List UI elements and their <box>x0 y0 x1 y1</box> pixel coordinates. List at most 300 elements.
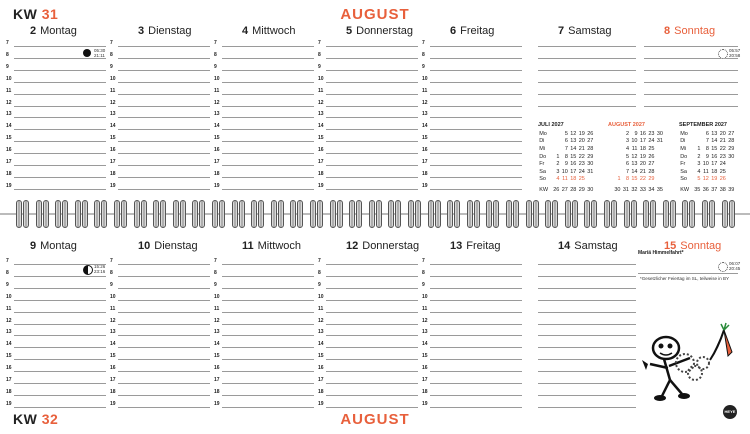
hour-label: 16 <box>214 147 220 154</box>
writing-line[interactable] <box>538 335 636 336</box>
writing-line[interactable] <box>326 264 418 265</box>
writing-line[interactable] <box>118 189 210 190</box>
day-header <box>558 25 612 37</box>
writing-line[interactable] <box>644 94 738 95</box>
writing-line[interactable] <box>538 58 636 59</box>
writing-line[interactable] <box>14 371 106 372</box>
writing-line[interactable] <box>14 383 106 384</box>
day-number: 2 <box>30 25 37 37</box>
writing-line[interactable] <box>538 70 636 71</box>
writing-line[interactable] <box>222 371 314 372</box>
writing-line[interactable] <box>326 82 418 83</box>
calendar-day <box>693 130 702 138</box>
mini-calendar <box>608 122 664 194</box>
writing-line[interactable] <box>118 177 210 178</box>
writing-line[interactable] <box>118 141 210 142</box>
day-header <box>138 240 198 252</box>
writing-line[interactable] <box>14 129 106 130</box>
writing-line[interactable] <box>326 70 418 71</box>
writing-line[interactable] <box>222 312 314 313</box>
writing-line[interactable] <box>538 324 636 325</box>
hour-label: 17 <box>318 377 324 383</box>
writing-line[interactable] <box>222 177 314 178</box>
spiral-ring <box>239 200 245 228</box>
writing-line[interactable] <box>118 46 210 47</box>
kw-number: 39 <box>728 186 735 193</box>
hour-label: 12 <box>6 99 12 106</box>
hour-label: 19 <box>318 182 324 189</box>
hour-label: 16 <box>318 147 324 154</box>
calendar-day: 4 <box>625 145 629 152</box>
spiral-ring <box>330 200 336 228</box>
sun-icon <box>718 262 728 272</box>
spiral-ring <box>624 200 630 228</box>
writing-line[interactable] <box>430 177 522 178</box>
calendar-day: 16 <box>570 161 577 168</box>
writing-line[interactable] <box>538 359 636 360</box>
spiral-ring <box>173 200 179 228</box>
writing-line[interactable] <box>118 117 210 118</box>
writing-line[interactable] <box>14 324 106 325</box>
spiral-ring <box>55 200 61 228</box>
writing-line[interactable] <box>14 177 106 178</box>
spiral-ring <box>395 200 401 228</box>
cartoon-character-illustration <box>640 300 750 405</box>
weekday-label: Sa <box>680 168 687 175</box>
day-number: 8 <box>664 25 671 37</box>
kw-number: 30 <box>587 186 594 193</box>
footnote-line <box>638 273 738 274</box>
hour-label: 16 <box>6 147 12 154</box>
writing-line[interactable] <box>326 58 418 59</box>
hour-label: 17 <box>422 377 428 383</box>
writing-line[interactable] <box>430 70 522 71</box>
writing-line[interactable] <box>118 165 210 166</box>
hour-label: 13 <box>110 329 116 336</box>
calendar-day: 15 <box>570 153 577 160</box>
writing-line[interactable] <box>326 177 418 178</box>
writing-line[interactable] <box>538 395 636 396</box>
writing-line[interactable] <box>222 407 314 408</box>
writing-line[interactable] <box>222 141 314 142</box>
spiral-ring <box>467 200 473 228</box>
hour-label: 11 <box>422 305 428 312</box>
writing-line[interactable] <box>326 407 418 408</box>
calendar-day: 11 <box>631 145 638 152</box>
writing-line[interactable] <box>538 276 636 277</box>
calendar-day: 30 <box>728 153 735 160</box>
writing-line[interactable] <box>222 395 314 396</box>
calendar-day: 3 <box>556 168 560 175</box>
writing-line[interactable] <box>222 106 314 107</box>
calendar-day: 27 <box>648 161 655 168</box>
hour-label: 10 <box>110 293 116 300</box>
writing-line[interactable] <box>14 335 106 336</box>
calendar-day: 27 <box>728 130 735 137</box>
writing-line[interactable] <box>118 94 210 95</box>
writing-line[interactable] <box>118 58 210 59</box>
hour-label: 15 <box>318 135 324 142</box>
spiral-ring <box>631 200 637 228</box>
writing-line[interactable] <box>326 153 418 154</box>
writing-line[interactable] <box>14 264 106 265</box>
writing-line[interactable] <box>326 324 418 325</box>
calendar-day <box>552 130 561 138</box>
spiral-ring <box>101 200 107 228</box>
calendar-day: 19 <box>711 176 718 183</box>
weekday-label: Di <box>680 138 686 145</box>
spiral-ring <box>435 200 441 228</box>
writing-line[interactable] <box>222 189 314 190</box>
calendar-day: 20 <box>578 138 585 145</box>
calendar-day: 25 <box>648 145 655 152</box>
hour-label: 14 <box>318 341 324 348</box>
calendar-day <box>613 168 622 176</box>
week-number-bottom: KW 32 <box>13 411 59 427</box>
writing-line[interactable] <box>222 70 314 71</box>
writing-line[interactable] <box>118 312 210 313</box>
hour-label: 11 <box>110 87 116 94</box>
spiral-ring <box>219 200 225 228</box>
hour-label: 12 <box>422 317 428 324</box>
writing-line[interactable] <box>14 189 106 190</box>
writing-line[interactable] <box>538 300 636 301</box>
spiral-ring <box>258 200 264 228</box>
calendar-day: 13 <box>631 161 638 168</box>
weekday-label: Do <box>680 153 688 160</box>
writing-line[interactable] <box>326 395 418 396</box>
hour-label: 9 <box>422 281 425 288</box>
calendar-day: 28 <box>648 168 655 175</box>
hour-label: 10 <box>422 75 428 82</box>
writing-line[interactable] <box>430 324 522 325</box>
hour-label: 13 <box>422 111 428 118</box>
day-number: 12 <box>346 240 359 252</box>
writing-line[interactable] <box>118 371 210 372</box>
spiral-ring <box>506 200 512 228</box>
day-number: 6 <box>450 25 457 37</box>
day-header <box>242 240 301 252</box>
hour-label: 14 <box>422 341 428 348</box>
writing-line[interactable] <box>326 335 418 336</box>
hour-label: 18 <box>214 388 220 395</box>
writing-line[interactable] <box>118 276 210 277</box>
spiral-ring <box>415 200 421 228</box>
writing-line[interactable] <box>222 383 314 384</box>
writing-line[interactable] <box>430 189 522 190</box>
writing-line[interactable] <box>430 165 522 166</box>
calendar-day: 2 <box>697 153 701 160</box>
writing-line[interactable] <box>430 335 522 336</box>
writing-line[interactable] <box>14 165 106 166</box>
writing-line[interactable] <box>118 335 210 336</box>
day-header <box>346 25 413 37</box>
writing-line[interactable] <box>222 288 314 289</box>
kw-label: KW <box>680 186 690 193</box>
writing-line[interactable] <box>222 359 314 360</box>
writing-line[interactable] <box>14 312 106 313</box>
hour-label: 8 <box>110 51 113 58</box>
writing-line[interactable] <box>222 58 314 59</box>
writing-line[interactable] <box>14 141 106 142</box>
hour-label: 8 <box>214 51 217 58</box>
writing-line[interactable] <box>14 106 106 107</box>
writing-line[interactable] <box>222 153 314 154</box>
hour-label: 11 <box>318 305 324 312</box>
mini-calendar <box>538 122 595 194</box>
day-name: Montag <box>40 240 77 252</box>
writing-line[interactable] <box>14 94 106 95</box>
sunset-time: 20:58 <box>729 53 741 58</box>
writing-line[interactable] <box>14 395 106 396</box>
writing-line[interactable] <box>430 106 522 107</box>
kw-number: 33 <box>639 186 646 193</box>
writing-line[interactable] <box>222 276 314 277</box>
calendar-day: 29 <box>648 176 655 183</box>
hour-label: 8 <box>110 269 113 276</box>
writing-line[interactable] <box>538 347 636 348</box>
writing-line[interactable] <box>14 117 106 118</box>
spiral-ring <box>663 200 669 228</box>
calendar-day <box>586 176 595 184</box>
calendar-day: 21 <box>639 168 646 175</box>
writing-line[interactable] <box>644 46 738 47</box>
hour-label: 18 <box>110 388 116 395</box>
mini-calendar <box>679 122 736 194</box>
spiral-ring <box>552 200 558 228</box>
hour-label: 18 <box>318 170 324 177</box>
writing-line[interactable] <box>118 82 210 83</box>
writing-line[interactable] <box>222 46 314 47</box>
writing-line[interactable] <box>430 276 522 277</box>
writing-line[interactable] <box>644 82 738 83</box>
calendar-day: 24 <box>719 161 726 168</box>
writing-line[interactable] <box>326 94 418 95</box>
calendar-day <box>552 145 561 153</box>
writing-line[interactable] <box>538 94 636 95</box>
writing-line[interactable] <box>14 82 106 83</box>
writing-line[interactable] <box>326 312 418 313</box>
writing-line[interactable] <box>538 371 636 372</box>
writing-line[interactable] <box>538 407 636 408</box>
spiral-ring <box>533 200 539 228</box>
day-number: 11 <box>242 240 254 252</box>
writing-line[interactable] <box>222 129 314 130</box>
day-name: Dienstag <box>148 25 192 37</box>
writing-line[interactable] <box>430 264 522 265</box>
writing-line[interactable] <box>430 371 522 372</box>
calendar-day: 5 <box>564 130 568 137</box>
writing-line[interactable] <box>644 70 738 71</box>
writing-line[interactable] <box>430 58 522 59</box>
spiral-ring <box>36 200 42 228</box>
writing-line[interactable] <box>430 383 522 384</box>
spiral-ring <box>584 200 590 228</box>
writing-line[interactable] <box>326 46 418 47</box>
sunrise-time: 05:30 <box>94 48 106 53</box>
hour-label: 12 <box>422 99 428 106</box>
writing-line[interactable] <box>118 288 210 289</box>
writing-line[interactable] <box>430 359 522 360</box>
writing-line[interactable] <box>430 129 522 130</box>
writing-line[interactable] <box>326 288 418 289</box>
calendar-day: 11 <box>562 176 568 183</box>
calendar-day: 17 <box>639 138 646 145</box>
writing-line[interactable] <box>118 383 210 384</box>
hour-label: 16 <box>6 365 12 372</box>
writing-line[interactable] <box>14 300 106 301</box>
day-name: Sonntag <box>680 240 722 252</box>
day-header <box>242 25 296 37</box>
hour-label: 8 <box>422 269 425 276</box>
writing-line[interactable] <box>118 70 210 71</box>
writing-line[interactable] <box>326 276 418 277</box>
hour-label: 10 <box>318 293 324 300</box>
writing-line[interactable] <box>326 165 418 166</box>
calendar-day: 1 <box>556 153 560 160</box>
writing-line[interactable] <box>222 324 314 325</box>
writing-line[interactable] <box>326 371 418 372</box>
calendar-day: 22 <box>639 176 646 183</box>
writing-line[interactable] <box>118 264 210 265</box>
writing-line[interactable] <box>538 264 636 265</box>
writing-line[interactable] <box>326 347 418 348</box>
hour-label: 15 <box>422 135 428 142</box>
writing-line[interactable] <box>430 395 522 396</box>
writing-line[interactable] <box>222 300 314 301</box>
hour-label: 10 <box>318 75 324 82</box>
writing-line[interactable] <box>538 288 636 289</box>
writing-line[interactable] <box>538 312 636 313</box>
writing-line[interactable] <box>326 359 418 360</box>
spiral-ring <box>134 200 140 228</box>
writing-line[interactable] <box>222 94 314 95</box>
hour-label: 8 <box>318 51 321 58</box>
writing-line[interactable] <box>326 300 418 301</box>
hour-label: 14 <box>214 123 220 130</box>
writing-line[interactable] <box>118 106 210 107</box>
hour-label: 19 <box>110 182 116 189</box>
writing-line[interactable] <box>538 82 636 83</box>
writing-line[interactable] <box>430 153 522 154</box>
writing-line[interactable] <box>118 395 210 396</box>
calendar-day <box>656 176 665 184</box>
writing-line[interactable] <box>222 335 314 336</box>
writing-line[interactable] <box>538 106 636 107</box>
writing-line[interactable] <box>326 189 418 190</box>
writing-line[interactable] <box>118 347 210 348</box>
writing-line[interactable] <box>14 58 106 59</box>
day-number: 10 <box>138 240 151 252</box>
writing-line[interactable] <box>222 82 314 83</box>
calendar-day: 26 <box>587 130 594 137</box>
writing-line[interactable] <box>14 153 106 154</box>
writing-line[interactable] <box>118 407 210 408</box>
writing-line[interactable] <box>14 288 106 289</box>
calendar-day: 6 <box>564 138 568 145</box>
writing-line[interactable] <box>14 276 106 277</box>
writing-line[interactable] <box>430 46 522 47</box>
writing-line[interactable] <box>14 347 106 348</box>
writing-line[interactable] <box>430 117 522 118</box>
writing-line[interactable] <box>118 324 210 325</box>
writing-line[interactable] <box>326 383 418 384</box>
writing-line[interactable] <box>644 106 738 107</box>
calendar-day: 20 <box>719 130 726 137</box>
writing-line[interactable] <box>538 383 636 384</box>
kw-number: 29 <box>578 186 585 193</box>
hour-label: 13 <box>6 111 12 118</box>
writing-line[interactable] <box>430 347 522 348</box>
writing-line[interactable] <box>430 312 522 313</box>
writing-line[interactable] <box>118 129 210 130</box>
writing-line[interactable] <box>326 106 418 107</box>
writing-line[interactable] <box>14 359 106 360</box>
spiral-ring <box>43 200 49 228</box>
writing-line[interactable] <box>222 347 314 348</box>
writing-line[interactable] <box>222 165 314 166</box>
hour-label: 13 <box>6 329 12 336</box>
writing-line[interactable] <box>430 141 522 142</box>
hour-label: 11 <box>318 87 324 94</box>
writing-line[interactable] <box>222 117 314 118</box>
writing-line[interactable] <box>326 117 418 118</box>
writing-line[interactable] <box>118 300 210 301</box>
calendar-day: 31 <box>656 138 663 145</box>
hour-label: 18 <box>214 170 220 177</box>
writing-line[interactable] <box>430 82 522 83</box>
hour-label: 9 <box>318 281 321 288</box>
writing-line[interactable] <box>326 141 418 142</box>
spiral-ring <box>271 200 277 228</box>
kw-number: 27 <box>561 186 568 193</box>
writing-line[interactable] <box>118 153 210 154</box>
writing-line[interactable] <box>430 288 522 289</box>
hour-label: 14 <box>6 341 12 348</box>
hour-label: 19 <box>110 400 116 407</box>
writing-line[interactable] <box>538 46 636 47</box>
hour-label: 17 <box>318 159 324 165</box>
hour-label: 7 <box>422 40 425 46</box>
writing-line[interactable] <box>430 407 522 408</box>
writing-line[interactable] <box>14 407 106 408</box>
hour-label: 9 <box>318 63 321 70</box>
writing-line[interactable] <box>430 300 522 301</box>
spiral-ring <box>513 200 519 228</box>
hour-label: 8 <box>318 269 321 276</box>
calendar-day <box>727 176 736 184</box>
hour-label: 15 <box>422 353 428 360</box>
writing-line[interactable] <box>14 70 106 71</box>
writing-line[interactable] <box>14 46 106 47</box>
kw-number: 28 <box>570 186 577 193</box>
writing-line[interactable] <box>430 94 522 95</box>
hour-label: 11 <box>422 87 428 94</box>
spiral-ring <box>369 200 375 228</box>
hour-label: 8 <box>214 269 217 276</box>
hour-label: 7 <box>6 40 9 46</box>
hour-label: 10 <box>422 293 428 300</box>
hour-label: 14 <box>6 123 12 130</box>
calendar-day: 12 <box>702 176 709 183</box>
writing-line[interactable] <box>118 359 210 360</box>
writing-line[interactable] <box>326 129 418 130</box>
calendar-day: 13 <box>711 130 718 137</box>
day-number: 9 <box>30 240 37 252</box>
hour-label: 16 <box>214 365 220 372</box>
day-header <box>346 240 419 252</box>
writing-line[interactable] <box>222 264 314 265</box>
